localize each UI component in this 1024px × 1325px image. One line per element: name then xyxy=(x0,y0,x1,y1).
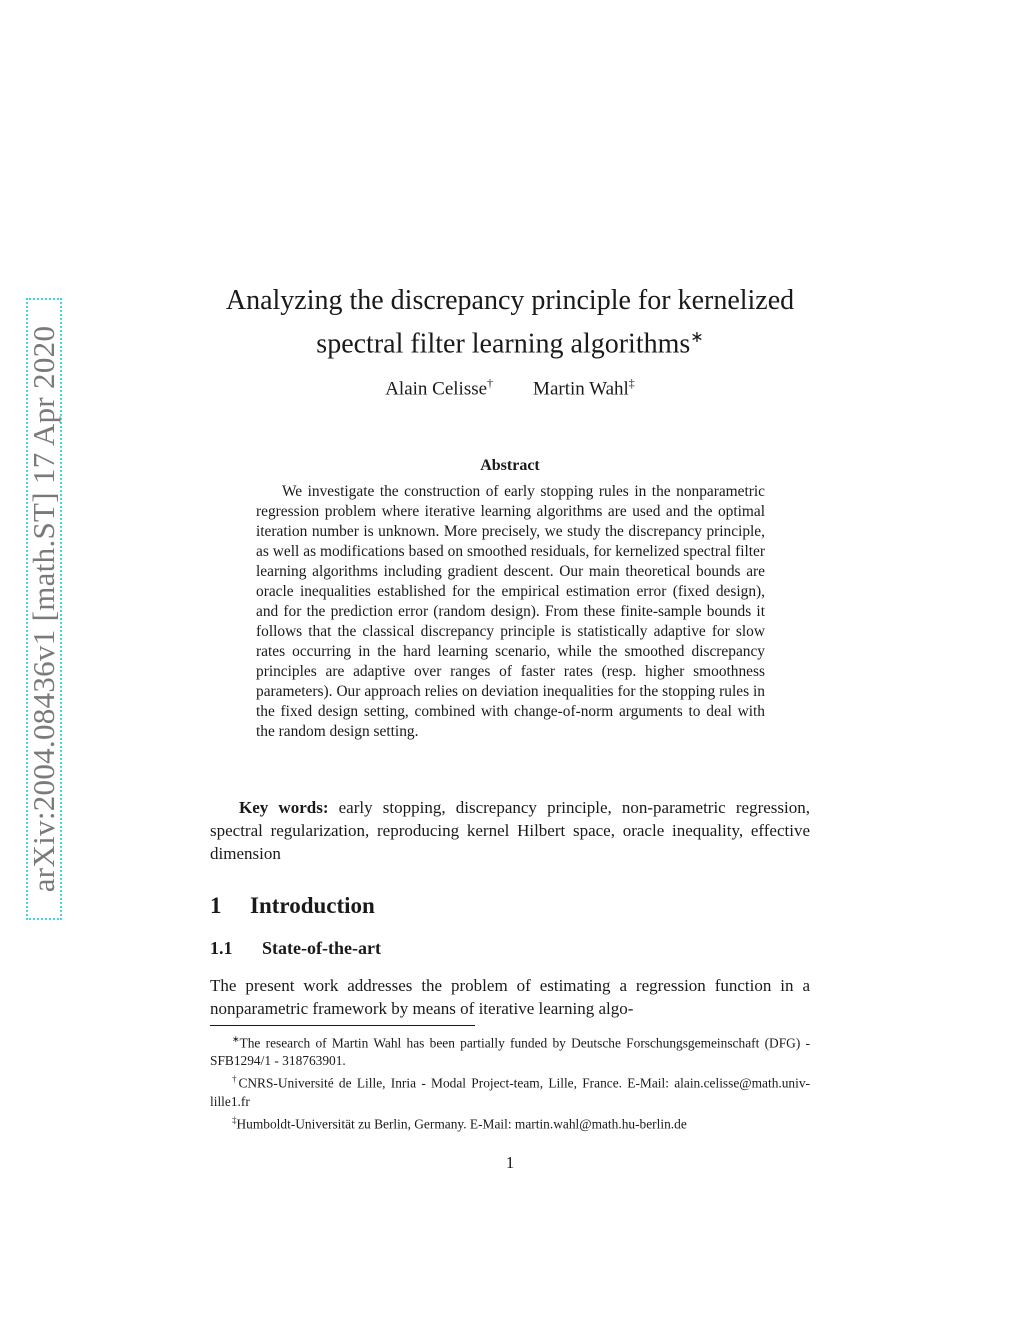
footnote-mark: † xyxy=(232,1074,239,1085)
footnote-text: Humboldt-Universität zu Berlin, Germany. E-Mail: martin.wahl@math.hu-berlin.de xyxy=(236,1116,687,1132)
keywords-label: Key words: xyxy=(239,798,329,817)
subsection-title: State-of-the-art xyxy=(262,938,381,958)
author-name: Martin Wahl xyxy=(533,378,629,400)
section-heading-introduction xyxy=(210,893,375,919)
footnotes xyxy=(210,1030,810,1133)
abstract-body: We investigate the construction of early stopping rules in the nonparametric regression problem where iterative learning algorithms are used and the optimal iteration number is unknown. More precisely, we study the discrepancy principle, as well as modifications based on smoothed residuals, for kernelized spectral filter learning algorithms including gradient descent. Our main theoretical bounds are oracle inequalities established for the empirical estimation error (fixed design), and for the prediction error (random design). From these finite-sample bounds it follows that the classical discrepancy principle is statistically adaptive for slow rates occurring in the hard learning scenario, while the smoothed discrepancy principles are adaptive over ranges of faster rates (resp. higher smoothness parameters). Our approach relies on deviation inequalities for the stopping rules in the fixed design setting, combined with change-of-norm arguments to deal with the random design setting. xyxy=(256,483,765,740)
arxiv-stamp xyxy=(26,298,62,920)
title-line-2: spectral filter learning algorithms xyxy=(316,328,691,360)
author-celisse xyxy=(385,376,493,400)
author-footnote-mark: † xyxy=(487,376,494,390)
page-number: 1 xyxy=(505,1153,515,1172)
author-wahl xyxy=(533,376,635,400)
author-name: Alain Celisse xyxy=(385,378,488,400)
footnote-text: The research of Martin Wahl has been partially funded by Deutsche Forschungsgemeinschaft (DFG) - SFB1294/1 - 318763901. xyxy=(210,1035,810,1069)
intro-paragraph: The present work addresses the problem of estimating a regression function in a nonparametric framework by means of iterative learning algo- xyxy=(210,976,810,1018)
abstract-heading: Abstract xyxy=(480,457,540,474)
paper-title xyxy=(210,282,810,362)
subsection-heading-state-of-the-art xyxy=(210,938,381,959)
footnote-mark: ‡ xyxy=(232,1114,237,1125)
section-number: 1 xyxy=(210,893,222,918)
title-line-1: Analyzing the discrepancy principle for kernelized xyxy=(225,285,795,316)
author-footnote-mark: ‡ xyxy=(628,376,635,390)
keywords-text: early stopping, discrepancy principle, non-parametric regression, spectral regularization, reproducing kernel Hilbert space, oracle inequality, effective dimension xyxy=(210,798,811,863)
footnote-celisse-affiliation xyxy=(210,1070,810,1110)
author-list xyxy=(210,376,810,400)
footnote-text: CNRS-Université de Lille, Inria - Modal Project-team, Lille, France. E-Mail: alain.celisse@math.univ-lille1.fr xyxy=(210,1075,811,1109)
footnote-mark: ∗ xyxy=(232,1034,240,1044)
footnote-funding xyxy=(210,1030,810,1070)
arxiv-identifier: arXiv:2004.08436v1 [math.ST] 17 Apr 2020 xyxy=(26,325,61,893)
footnote-wahl-affiliation xyxy=(210,1111,810,1133)
title-footnote-mark: ∗ xyxy=(690,329,704,346)
footnote-rule xyxy=(210,1025,475,1026)
section-title: Introduction xyxy=(250,893,375,918)
subsection-number: 1.1 xyxy=(210,938,233,958)
keywords-paragraph xyxy=(210,796,810,865)
